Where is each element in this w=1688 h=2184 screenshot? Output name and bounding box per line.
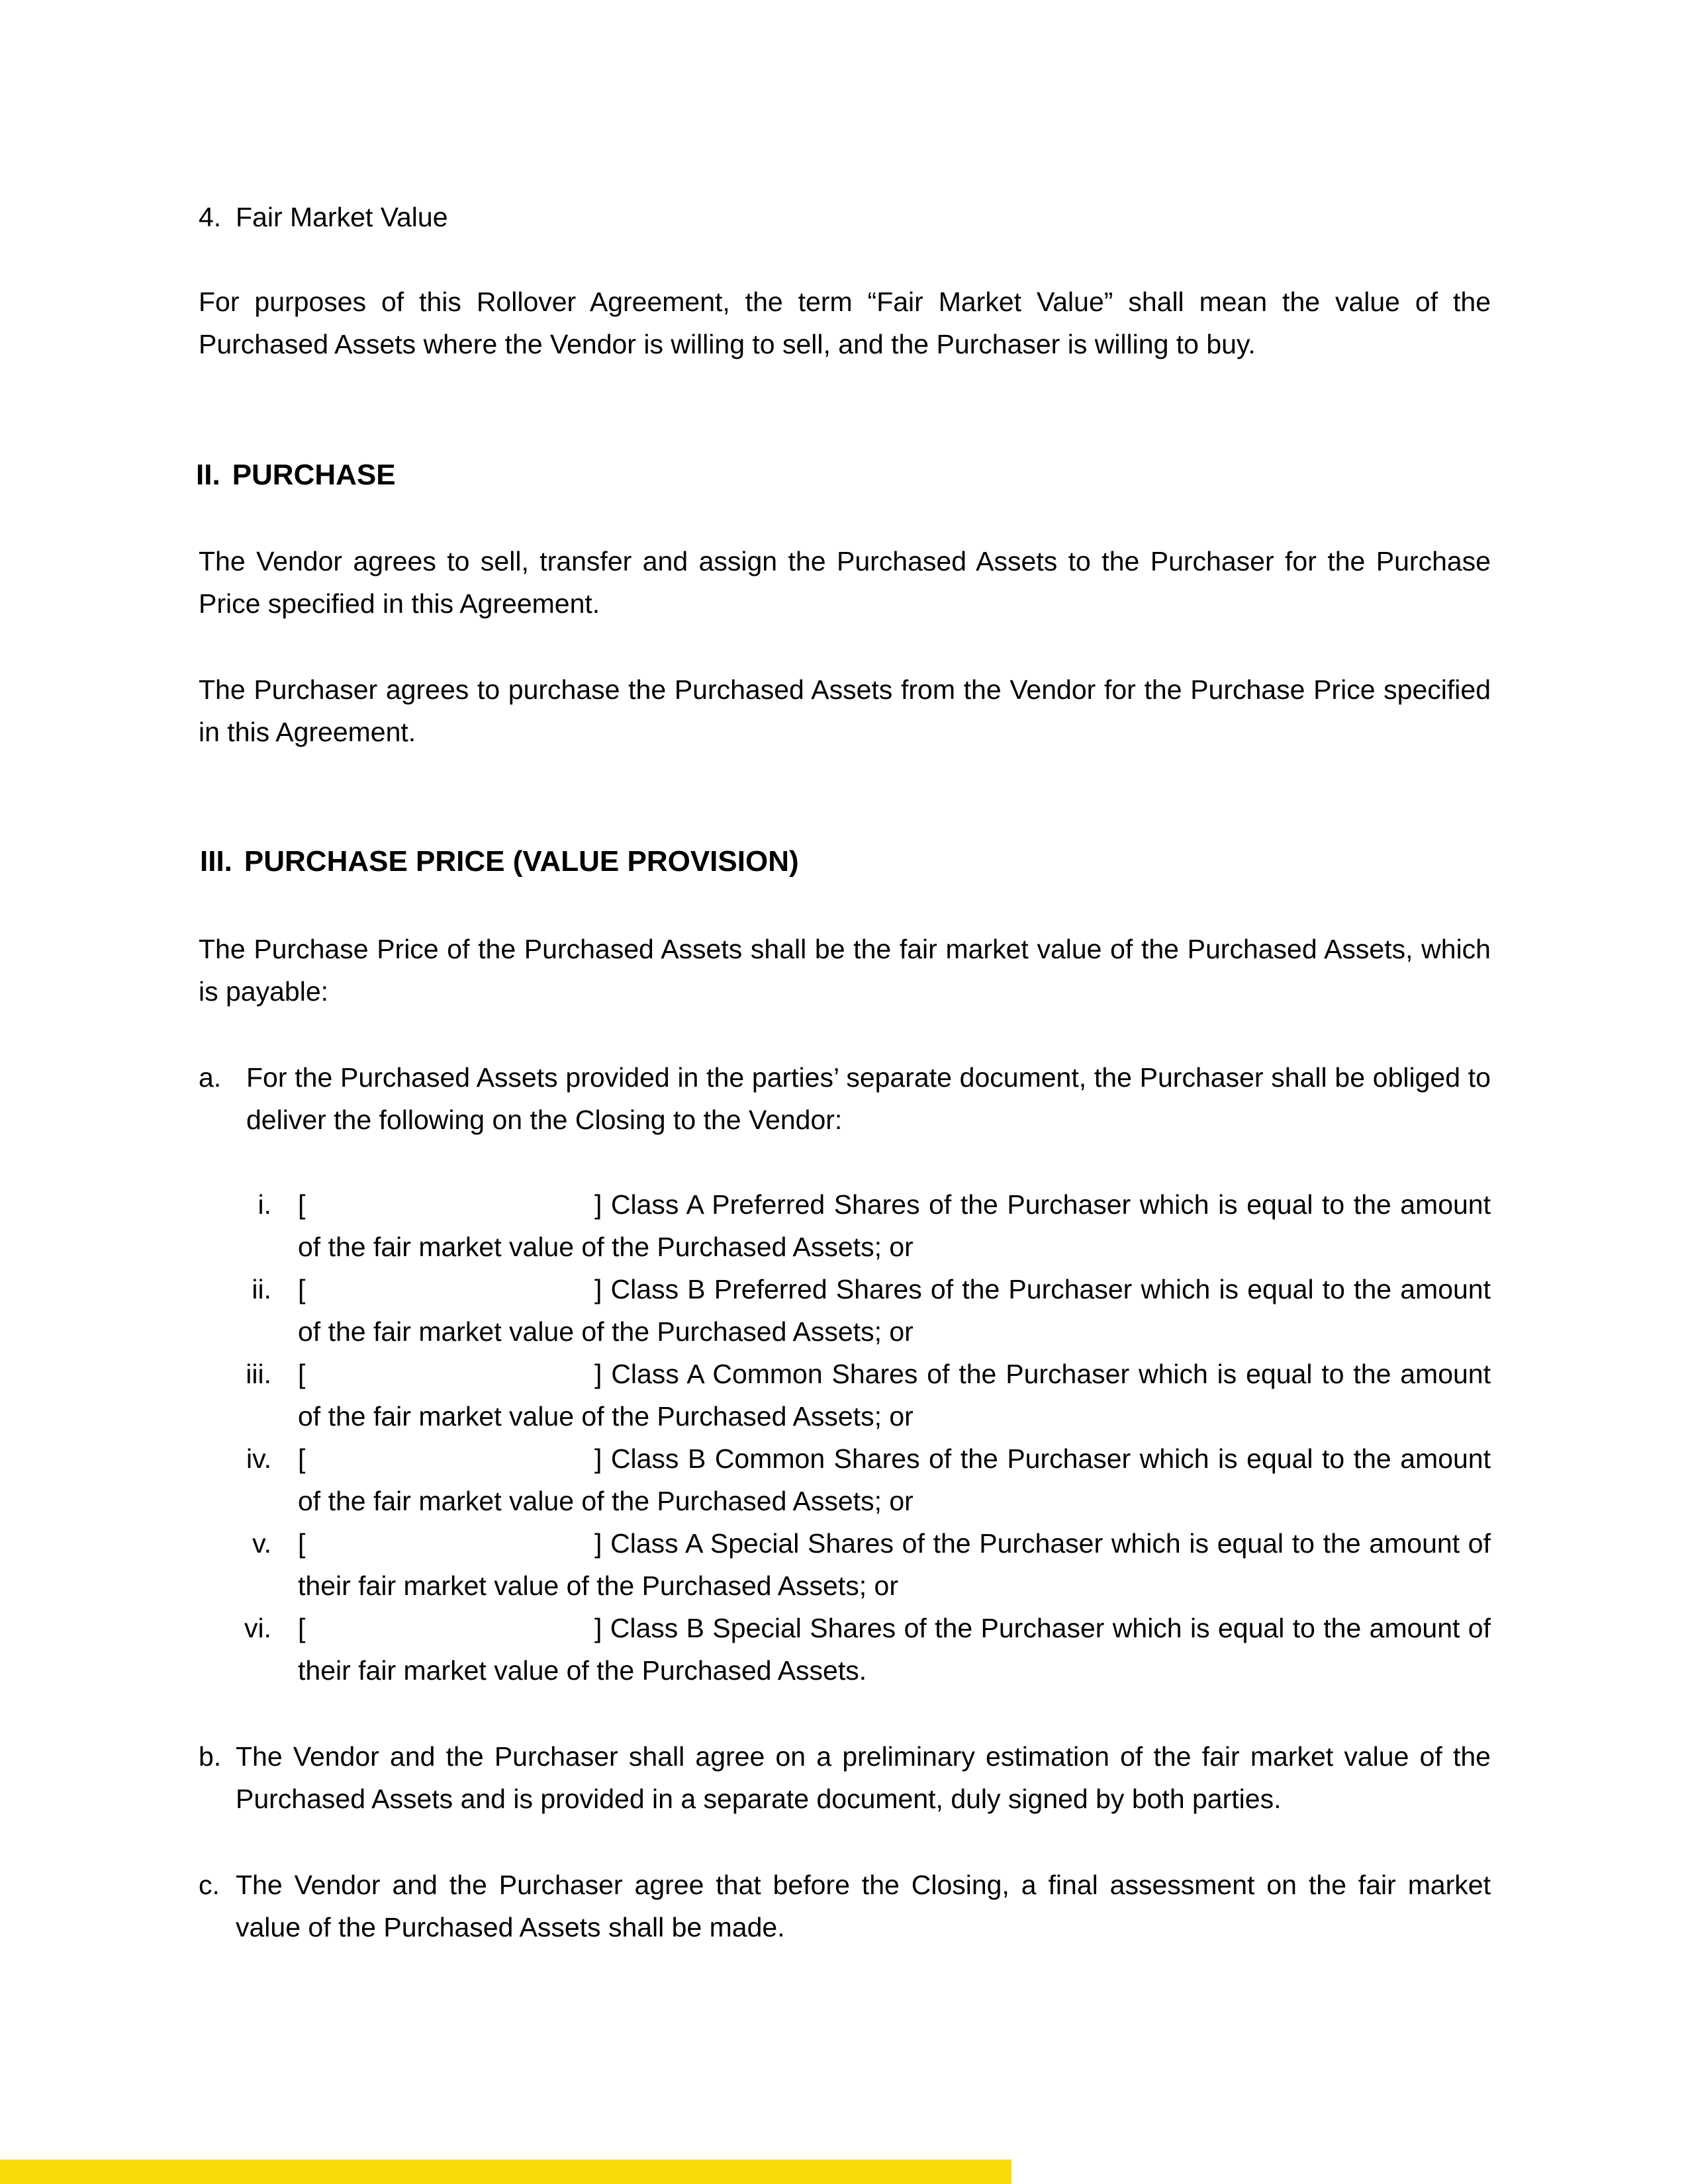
blank-open-bracket: [	[298, 1443, 306, 1474]
section-4-heading	[199, 196, 448, 238]
item-a-marker: a.	[199, 1062, 222, 1093]
list-item-line-1: ] Class B Preferred Shares of the Purchaser which is equal to the amount	[594, 1274, 1491, 1304]
item-a-text: For the Purchased Assets provided in the parties’ separate document, the Purchaser shall be obliged to deliver the following on the Closing to the Vendor:	[246, 1062, 1491, 1135]
list-item-line-2: of the fair market value of the Purchased Assets; or	[298, 1316, 914, 1347]
list-item-marker: iii.	[246, 1359, 271, 1389]
item-c-text: The Vendor and the Purchaser agree that before the Closing, a final assessment on the fair market value of the Purchased Assets shall be made.	[236, 1870, 1491, 1942]
section-iii-intro: The Purchase Price of the Purchased Assets shall be the fair market value of the Purchased Assets, which is payable:	[199, 934, 1491, 1007]
list-item-marker: i.	[258, 1189, 271, 1220]
list-item-text	[298, 1353, 1491, 1437]
list-item-marker: iv.	[246, 1443, 271, 1474]
section-iii-heading	[200, 841, 799, 883]
footer-accent-bar	[0, 2160, 1011, 2184]
list-item-line-2: of the fair market value of the Purchased Assets; or	[298, 1486, 914, 1516]
blank-open-bracket: [	[298, 1359, 306, 1389]
blank-open-bracket: [	[298, 1274, 306, 1304]
section-iii-title: PURCHASE PRICE (VALUE PROVISION)	[244, 845, 799, 878]
section-iii-number: III.	[200, 845, 232, 878]
section-ii-paragraph-2: The Purchaser agrees to purchase the Purchased Assets from the Vendor for the Purchase Price specified in this Agreement.	[199, 674, 1491, 747]
list-item-text	[298, 1437, 1491, 1522]
list-item-text	[298, 1183, 1491, 1268]
list-item-line-2: their fair market value of the Purchased Assets; or	[298, 1570, 898, 1601]
section-4-title: Fair Market Value	[236, 202, 448, 232]
list-item-marker: ii.	[252, 1274, 271, 1304]
section-ii-paragraph-1: The Vendor agrees to sell, transfer and assign the Purchased Assets to the Purchaser for the Purchase Price specified in this Agreement.	[199, 546, 1491, 619]
list-item-text	[298, 1268, 1491, 1353]
blank-open-bracket: [	[298, 1613, 306, 1643]
list-item-line-1: ] Class A Common Shares of the Purchaser which is equal to the amount	[594, 1359, 1491, 1389]
item-b-text: The Vendor and the Purchaser shall agree on a preliminary estimation of the fair market value of the Purchased Assets and is provided in a separate document, duly signed by both parties.	[236, 1741, 1491, 1814]
list-item-line-1: ] Class A Special Shares of the Purchaser which is equal to the amount of	[594, 1528, 1491, 1559]
list-item-line-1: ] Class B Special Shares of the Purchaser which is equal to the amount of	[594, 1613, 1491, 1643]
blank-open-bracket: [	[298, 1189, 306, 1220]
list-item-line-2: of the fair market value of the Purchased Assets; or	[298, 1232, 914, 1262]
list-item-line-1: ] Class B Common Shares of the Purchaser which is equal to the amount	[594, 1443, 1491, 1474]
list-item-text	[298, 1607, 1491, 1692]
blank-open-bracket: [	[298, 1528, 306, 1559]
section-ii-number: II.	[196, 459, 220, 491]
section-ii-heading	[196, 454, 396, 496]
section-4-number: 4.	[199, 202, 222, 232]
item-b-marker: b.	[199, 1741, 222, 1772]
list-item-line-2: their fair market value of the Purchased Assets.	[298, 1655, 867, 1686]
section-ii-title: PURCHASE	[232, 459, 396, 491]
list-item-line-1: ] Class A Preferred Shares of the Purchaser which is equal to the amount	[594, 1189, 1491, 1220]
section-4-body: For purposes of this Rollover Agreement, the term “Fair Market Value” shall mean the value of the Purchased Assets where the Vendor is willing to sell, and the Purchaser is willing to buy.	[199, 287, 1491, 359]
list-item-text	[298, 1522, 1491, 1607]
item-c-marker: c.	[199, 1870, 220, 1900]
list-item-marker: vi.	[244, 1613, 271, 1643]
list-item-line-2: of the fair market value of the Purchased Assets; or	[298, 1401, 914, 1432]
list-item-marker: v.	[252, 1528, 271, 1559]
